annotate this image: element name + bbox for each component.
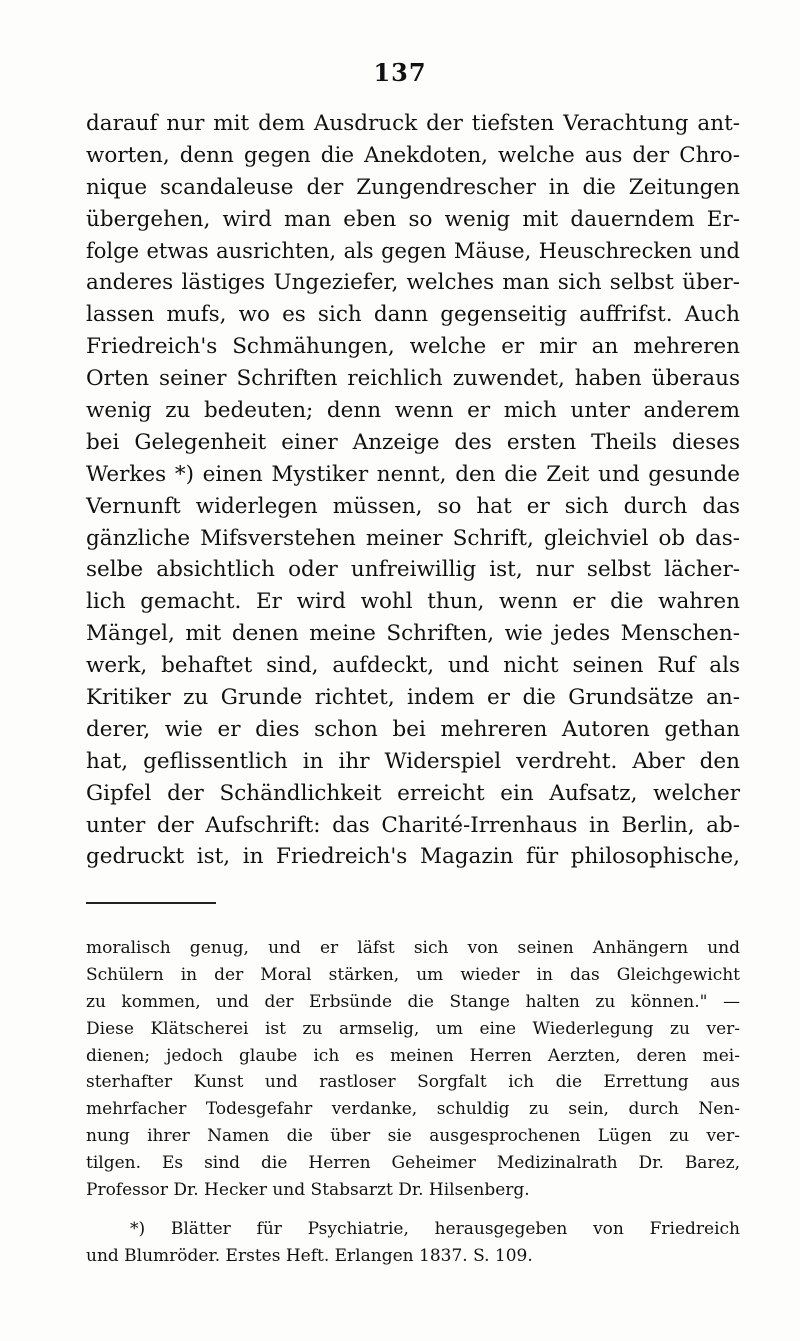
footnote-line: nung ihrer Namen die über sie ausgesprochenen Lügen zu ver- — [86, 1126, 740, 1147]
footnote-line: moralisch genug, und er läfst sich von seinen Anhängern und — [86, 938, 740, 958]
main-line: anderes lästiges Ungeziefer, welches man sich selbst über- — [86, 270, 740, 296]
footnote-line: Professor Dr. Hecker und Stabsarzt Dr. Hilsenberg. — [86, 1180, 530, 1201]
main-line: Vernunft widerlegen müssen, so hat er sich durch das — [86, 493, 740, 519]
footnote-line: mehrfacher Todesgefahr verdanke, schuldig zu sein, durch Nen- — [86, 1099, 740, 1120]
footnote-line: tilgen. Es sind die Herren Geheimer Medizinalrath Dr. Barez, — [86, 1153, 740, 1174]
main-line: wenig zu bedeuten; denn wenn er mich unter anderem — [86, 398, 740, 424]
footnotes — [86, 935, 740, 1270]
footnote-line: zu kommen, und der Erbsünde die Stange halten zu können." — — [86, 991, 740, 1012]
footnote-rule — [86, 902, 216, 904]
main-line: darauf nur mit dem Ausdruck der tiefsten Verachtung ant- — [86, 111, 740, 136]
main-line: Orten seiner Schriften reichlich zuwendet, haben überaus — [86, 366, 740, 392]
main-line: gedruckt ist, in Friedreich's Magazin für philosophische, — [86, 844, 740, 870]
main-line: folge etwas ausrichten, als gegen Mäuse, Heuschrecken und — [86, 238, 740, 263]
footnote-line: Schülern in der Moral stärken, um wieder in das Gleichgewicht — [86, 964, 740, 985]
main-line: Mängel, mit denen meine Schriften, wie jedes Menschen- — [86, 621, 740, 647]
footnote-line: Diese Klätscherei ist zu armselig, um eine Wiederlegung zu ver- — [86, 1018, 740, 1039]
main-line: gänzliche Mifsverstehen meiner Schrift, gleichviel ob das- — [86, 525, 740, 551]
main-line: Friedreich's Schmähungen, welche er mir an mehreren — [86, 334, 740, 360]
main-line: derer, wie er dies schon bei mehreren Autoren gethan — [86, 716, 740, 742]
main-line: selbe absichtlich oder unfreiwillig ist, nur selbst lächer- — [86, 557, 740, 583]
main-text — [86, 108, 740, 873]
main-line: Werkes *) einen Mystiker nennt, den die Zeit und gesunde — [86, 461, 740, 487]
main-line: lassen mufs, wo es sich dann gegenseitig auffrifst. Auch — [86, 302, 740, 328]
main-line: worten, denn gegen die Anekdoten, welche aus der Chro- — [86, 142, 740, 168]
footnote-line: sterhafter Kunst und rastloser Sorgfalt ich die Errettung aus — [86, 1072, 740, 1093]
footnote-line: dienen; jedoch glaube ich es meinen Herren Aerzten, deren mei- — [86, 1045, 740, 1066]
main-line: Gipfel der Schändlichkeit erreicht ein Aufsatz, welcher — [86, 780, 740, 806]
main-line: lich gemacht. Er wird wohl thun, wenn er die wahren — [86, 589, 740, 615]
main-line: bei Gelegenheit einer Anzeige des ersten Theils dieses — [86, 429, 740, 455]
main-line: nique scandaleuse der Zungendrescher in die Zeitungen — [86, 174, 740, 200]
reference-note-line: und Blumröder. Erstes Heft. Erlangen 1837. S. 109. — [86, 1245, 533, 1266]
main-line: unter der Aufschrift: das Charité-Irrenhaus in Berlin, ab- — [86, 812, 740, 838]
main-line: Kritiker zu Grunde richtet, indem er die Grundsätze an- — [86, 685, 740, 711]
main-line: werk, behaftet sind, aufdeckt, und nicht seinen Ruf als — [86, 653, 740, 679]
reference-note-line: *) Blätter für Psychiatrie, herausgegeben von Friedreich — [130, 1218, 740, 1239]
main-line: übergehen, wird man eben so wenig mit dauerndem Er- — [86, 206, 740, 232]
main-line: hat, geflissentlich in ihr Widerspiel verdreht. Aber den — [86, 748, 740, 774]
page-number: 137 — [373, 58, 427, 87]
